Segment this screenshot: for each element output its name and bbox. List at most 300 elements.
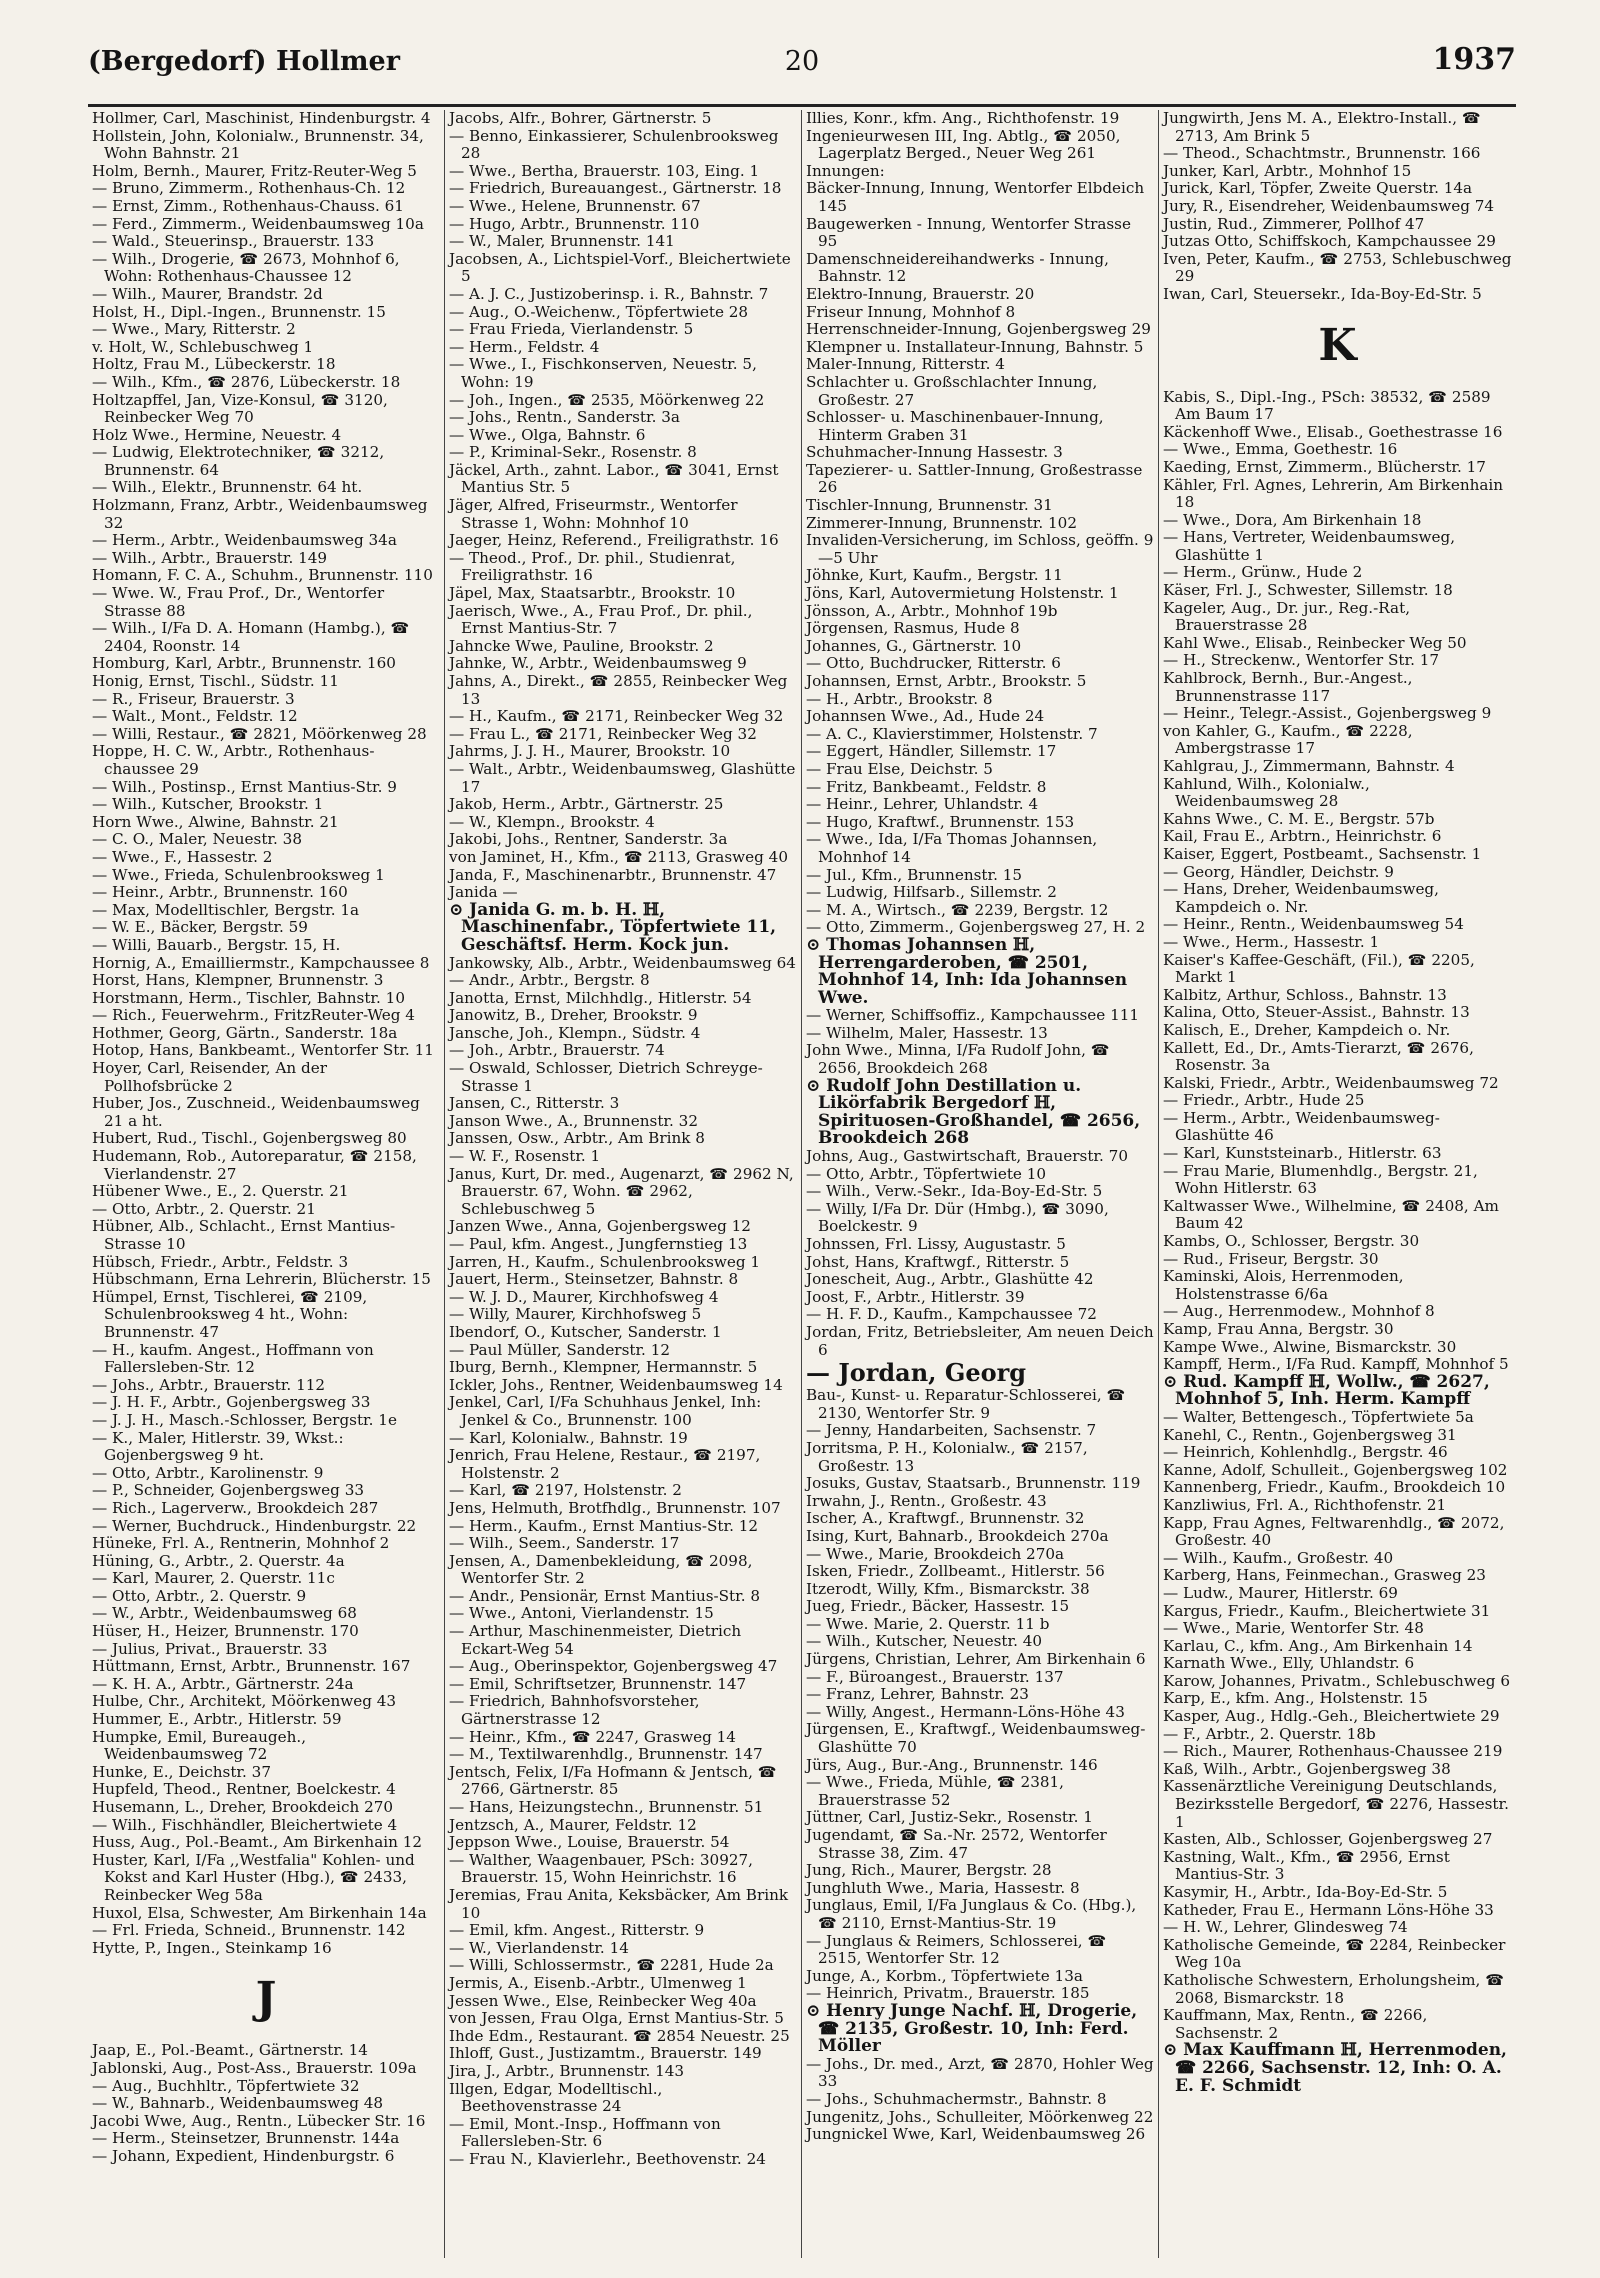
- directory-entry: Bau-, Kunst- u. Reparatur-Schlosserei, ☎ 2130, Wentorfer Str. 9: [806, 1386, 1126, 1422]
- directory-entry: — Hugo, Arbtr., Brunnenstr. 110: [449, 214, 700, 233]
- directory-entry: Junker, Karl, Arbtr., Mohnhof 15: [1163, 161, 1412, 180]
- directory-entry: Schlosser- u. Maschinenbauer-Innung, Hinterm Graben 31: [806, 408, 1104, 444]
- directory-entry: — Max, Modelltischler, Bergstr. 1a: [92, 900, 360, 919]
- directory-entry: — Hans, Dreher, Weidenbaumsweg, Kampdeich o. Nr.: [1163, 880, 1439, 916]
- directory-entry: — Jenny, Handarbeiten, Sachsenstr. 7: [806, 1421, 1097, 1440]
- directory-entry: Kasten, Alb., Schlosser, Gojenbergsweg 27: [1163, 1830, 1493, 1849]
- directory-entry: — Johann, Expedient, Hindenburgstr. 6: [92, 2146, 395, 2165]
- directory-entry: — Otto, Arbtr., 2. Querstr. 9: [92, 1586, 307, 1605]
- directory-entry: — Theod., Prof., Dr. phil., Studienrat, Freiligrathstr. 16: [449, 548, 736, 585]
- directory-entry: Jutzas Otto, Schiffskoch, Kampchaussee 29: [1163, 232, 1496, 251]
- directory-entry: Bäcker-Innung, Innung, Wentorfer Elbdeich 145: [806, 179, 1145, 215]
- directory-entry: — Ludwig, Elektrotechniker, ☎ 3212, Brunnenstr. 64: [92, 443, 385, 479]
- directory-entry: — Wilh., Kutscher, Neuestr. 40: [806, 1632, 1043, 1651]
- directory-entry: — Herm., Feldstr. 4: [449, 337, 600, 356]
- directory-entry: — Heinrich, Kohlenhdlg., Bergstr. 46: [1163, 1443, 1448, 1462]
- directory-entry: ⊙ Janida G. m. b. H. ℍ, Maschinenfabr., Töpfertwiete 11, Geschäftsf. Herm. Kock jun.: [449, 899, 777, 955]
- directory-entry: Baugewerken - Innung, Wentorfer Strasse 95: [806, 214, 1131, 251]
- directory-entry: Kaminski, Alois, Herrenmoden, Holstenstrasse 6/6a: [1163, 1267, 1404, 1303]
- directory-entry: — Jul., Kfm., Brunnenstr. 15: [806, 865, 1023, 884]
- directory-entry: Jenrich, Frau Helene, Restaur., ☎ 2197, Holstenstr. 2: [449, 1446, 761, 1482]
- directory-entry: Jürgens, Christian, Lehrer, Am Birkenhain 6: [806, 1650, 1146, 1669]
- directory-entry: Hubert, Rud., Tischl., Gojenbergsweg 80: [92, 1129, 407, 1148]
- directory-entry: — Wilh., Seem., Sanderstr. 17: [449, 1534, 680, 1553]
- directory-entry: — W., Arbtr., Weidenbaumsweg 68: [92, 1604, 357, 1623]
- directory-entry: — Joh., Arbtr., Brauerstr. 74: [449, 1041, 665, 1060]
- directory-entry: Jermis, A., Eisenb.-Arbtr., Ulmenweg 1: [449, 1973, 747, 1992]
- directory-entry: — Paul, kfm. Angest., Jungfernstieg 13: [449, 1235, 748, 1253]
- directory-entry: Jacobi Wwe, Aug., Rentn., Lübecker Str. 16: [92, 2111, 426, 2130]
- directory-entry: Jakob, Herm., Arbtr., Gärtnerstr. 25: [449, 795, 724, 814]
- directory-entry: — Otto, Zimmerm., Gojenbergsweg 27, H. 2: [806, 918, 1146, 937]
- directory-entry: Iburg, Bernh., Klempner, Hermannstr. 5: [449, 1358, 758, 1377]
- directory-entry: Kalbitz, Arthur, Schloss., Bahnstr. 13: [1163, 985, 1447, 1004]
- directory-entry: Hothmer, Georg, Gärtn., Sanderstr. 18a: [92, 1023, 398, 1042]
- directory-entry: — Fritz, Bankbeamt., Feldstr. 8: [806, 777, 1047, 796]
- directory-entry: Kasper, Aug., Hdlg.-Geh., Bleichertwiete 29: [1163, 1707, 1500, 1726]
- directory-entry: — Ludw., Maurer, Hitlerstr. 69: [1163, 1583, 1398, 1602]
- directory-entry: Jahrms, J. J. H., Maurer, Brookstr. 10: [449, 742, 731, 761]
- directory-entry: Hüning, G., Arbtr., 2. Querstr. 4a: [92, 1551, 345, 1570]
- directory-entry: — W., Bahnarb., Weidenbaumsweg 48: [92, 2094, 384, 2113]
- directory-entry: — H., Arbtr., Brookstr. 8: [806, 689, 993, 708]
- directory-entry: Friseur Innung, Mohnhof 8: [806, 302, 1016, 321]
- directory-entry: Jonescheit, Aug., Arbtr., Glashütte 42: [806, 1270, 1094, 1289]
- directory-entry: Hunke, E., Deichstr. 37: [92, 1762, 272, 1781]
- directory-entry: Karow, Johannes, Privatm., Schlebuschweg 6: [1163, 1671, 1511, 1690]
- directory-entry: Iven, Peter, Kaufm., ☎ 2753, Schlebuschweg 29: [1163, 249, 1512, 286]
- directory-entry: Irwahn, J., Rentn., Großestr. 43: [806, 1491, 1047, 1510]
- directory-entry: Jung, Rich., Maurer, Bergstr. 28: [806, 1861, 1052, 1880]
- directory-entry: — Heinr., Lehrer, Uhlandstr. 4: [806, 795, 1039, 814]
- directory-entry: — Herm., Grünw., Hude 2: [1163, 563, 1363, 582]
- directory-entry: — Frau Frieda, Vierlandenstr. 5: [449, 320, 694, 339]
- directory-entry: Jentsch, Felix, I/Fa Hofmann & Jentsch, ☎ 2766, Gärtnerstr. 85: [449, 1762, 777, 1799]
- directory-entry: Ibendorf, O., Kutscher, Sanderstr. 1: [449, 1322, 722, 1341]
- directory-entry: Käser, Frl. J., Schwester, Sillemstr. 18: [1163, 581, 1453, 600]
- directory-entry: — Wilh., Drogerie, ☎ 2673, Mohnhof 6, Wohn: Rothenhaus-Chaussee 12: [92, 249, 400, 286]
- directory-entry: — Werner, Schiffsoffiz., Kampchaussee 111: [806, 1006, 1140, 1025]
- directory-entry: — J. J. H., Masch.-Schlosser, Bergstr. 1e: [92, 1410, 397, 1429]
- directory-entry: — Johs., Dr. med., Arzt, ☎ 2870, Hohler Weg 33: [806, 2054, 1154, 2091]
- directory-entry: — Paul Müller, Sanderstr. 12: [449, 1340, 671, 1359]
- directory-entry: — Wwe., Antoni, Vierlandenstr. 15: [449, 1604, 714, 1623]
- directory-entry: Jäger, Alfred, Friseurmstr., Wentorfer Strasse 1, Wohn: Mohnhof 10: [449, 496, 738, 532]
- directory-entry: — Aug., Herrenmodew., Mohnhof 8: [1163, 1302, 1435, 1321]
- directory-entry: — Wwe., Bertha, Brauerstr. 103, Eing. 1: [449, 161, 760, 180]
- directory-entry: — Wilh., Kaufm., Großestr. 40: [1163, 1548, 1394, 1567]
- directory-entry: Hübsch, Friedr., Arbtr., Feldstr. 3: [92, 1252, 349, 1271]
- directory-entry: — Wwe., I., Fischkonserven, Neuestr. 5, Wohn: 19: [449, 355, 757, 391]
- directory-entry: Jeppson Wwe., Louise, Brauerstr. 54: [449, 1833, 730, 1852]
- directory-entry: — Emil, kfm. Angest., Ritterstr. 9: [449, 1921, 705, 1940]
- directory-entry: Jahnke, W., Arbtr., Weidenbaumsweg 9: [449, 654, 747, 673]
- directory-entry: Holzmann, Franz, Arbtr., Weidenbaumsweg 32: [92, 496, 428, 532]
- directory-entry: — K. H. A., Arbtr., Gärtnerstr. 24a: [92, 1674, 354, 1693]
- directory-entry: Johst, Hans, Kraftwgf., Ritterstr. 5: [806, 1252, 1070, 1271]
- directory-entry: Hübner, Alb., Schlacht., Ernst Mantius-Strasse 10: [92, 1217, 396, 1253]
- directory-entry: — Herm., Arbtr., Weidenbaumsweg 34a: [92, 531, 397, 550]
- directory-entry: Janowitz, B., Dreher, Brookstr. 9: [449, 1006, 698, 1025]
- directory-entry: Holtzapffel, Jan, Vize-Konsul, ☎ 3120, Reinbecker Weg 70: [92, 390, 388, 427]
- directory-entry: Jorritsma, P. H., Kolonialw., ☎ 2157, Großestr. 13: [806, 1438, 1088, 1475]
- directory-entry: — Junglaus & Reimers, Schlosserei, ☎ 2515, Wentorfer Str. 12: [806, 1931, 1107, 1968]
- directory-entry: — Wwe., Herm., Hassestr. 1: [1163, 932, 1380, 951]
- directory-entry: — Wwe. W., Frau Prof., Dr., Wentorfer Strasse 88: [92, 584, 385, 620]
- directory-entry: — Wilh., Elektr., Brunnenstr. 64 ht.: [92, 478, 363, 497]
- directory-entry: Jacobs, Alfr., Bohrer, Gärtnerstr. 5: [449, 110, 712, 127]
- directory-entry: — W., Maler, Brunnenstr. 141: [449, 232, 675, 251]
- directory-entry: — Karl, Kolonialw., Bahnstr. 19: [449, 1428, 688, 1447]
- directory-entry: — A. J. C., Justizoberinsp. i. R., Bahnstr. 7: [449, 284, 769, 303]
- directory-entry: Joost, F., Arbtr., Hitlerstr. 39: [806, 1287, 1025, 1306]
- directory-entry: Horstmann, Herm., Tischler, Bahnstr. 10: [92, 988, 406, 1007]
- directory-entry: Jürs, Aug., Bur.-Ang., Brunnenstr. 146: [806, 1755, 1098, 1774]
- directory-entry: v. Holt, W., Schlebuschweg 1: [92, 337, 314, 356]
- directory-entry: — Wwe., Ida, I/Fa Thomas Johannsen, Mohnhof 14: [806, 830, 1098, 866]
- directory-entry: — Ferd., Zimmerm., Weidenbaumsweg 10a: [92, 214, 424, 233]
- directory-entry: — Wwe., Marie, Wentorfer Str. 48: [1163, 1619, 1424, 1638]
- directory-entry: Ising, Kurt, Bahnarb., Brookdeich 270a: [806, 1526, 1109, 1545]
- directory-entry: — Aug., O.-Weichenw., Töpfertwiete 28: [449, 302, 749, 321]
- section-letter: K: [1318, 319, 1357, 371]
- directory-entry: — Herm., Kaufm., Ernst Mantius-Str. 12: [449, 1516, 759, 1535]
- directory-entry: — Eggert, Händler, Sillemstr. 17: [806, 742, 1057, 761]
- directory-entry: — Hans, Vertreter, Weidenbaumsweg, Glashütte 1: [1163, 528, 1456, 564]
- directory-entry: Jenkel, Carl, I/Fa Schuhhaus Jenkel, Inh: Jenkel & Co., Brunnenstr. 100: [449, 1393, 762, 1429]
- directory-entry: — Otto, Buchdrucker, Ritterstr. 6: [806, 654, 1061, 673]
- directory-entry: Karlau, C., kfm. Ang., Am Birkenhain 14: [1163, 1636, 1473, 1655]
- directory-entry: — Hugo, Kraftwf., Brunnenstr. 153: [806, 812, 1075, 831]
- directory-entry: Hollmer, Carl, Maschinist, Hindenburgstr. 4: [92, 110, 431, 127]
- directory-entry: Jordan, Fritz, Betriebsleiter, Am neuen Deich 6: [806, 1322, 1154, 1359]
- directory-entry: — F., Arbtr., 2. Querstr. 18b: [1163, 1724, 1376, 1743]
- directory-entry: — Ernst, Zimm., Rothenhaus-Chauss. 61: [92, 196, 404, 215]
- directory-entry: Hytte, P., Ingen., Steinkamp 16: [92, 1938, 332, 1957]
- directory-entry: Huster, Karl, I/Fa ,,Westfalia" Kohlen- und Kokst and Karl Huster (Hbg.), ☎ 2433, Reinbecker Weg 58a: [92, 1850, 415, 1904]
- directory-entry: Kaeding, Ernst, Zimmerm., Blücherstr. 17: [1163, 457, 1486, 476]
- directory-entry: Kail, Frau E., Arbtrn., Heinrichstr. 6: [1163, 827, 1442, 846]
- directory-entry: — P., Schneider, Gojenbergsweg 33: [92, 1481, 365, 1500]
- directory-entry: Kapp, Frau Agnes, Feltwarenhdlg., ☎ 2072, Großestr. 40: [1163, 1513, 1505, 1550]
- directory-entry: — H. F. D., Kaufm., Kampchaussee 72: [806, 1305, 1097, 1324]
- directory-entry: — Johs., Arbtr., Brauerstr. 112: [92, 1375, 326, 1394]
- directory-entry: Tapezierer- u. Sattler-Innung, Großestrasse 26: [806, 460, 1143, 497]
- directory-entry: — Wald., Steuerinsp., Brauerstr. 133: [92, 232, 375, 251]
- directory-entry: Holm, Bernh., Maurer, Fritz-Reuter-Weg 5: [92, 161, 417, 180]
- directory-entry: Janda, F., Maschinenarbtr., Brunnenstr. 47: [449, 865, 777, 884]
- directory-entry: ⊙ Rud. Kampff ℍ, Wollw., ☎ 2627, Mohnhof 5, Inh. Herm. Kampff: [1163, 1371, 1490, 1410]
- directory-entry: Hornig, A., Emailliermstr., Kampchaussee 8: [92, 953, 430, 972]
- directory-entry: — Johs., Schuhmachermstr., Bahnstr. 8: [806, 2089, 1107, 2108]
- directory-entry: — W., Vierlandenstr. 14: [449, 1938, 629, 1957]
- directory-entry: — Frau Marie, Blumenhdlg., Bergstr. 21, Wohn Hitlerstr. 63: [1163, 1161, 1478, 1198]
- directory-entry: Jüttner, Carl, Justiz-Sekr., Rosenstr. 1: [806, 1808, 1093, 1827]
- directory-entry: — Willy, Angest., Hermann-Löns-Höhe 43: [806, 1702, 1125, 1721]
- directory-entry: Huss, Aug., Pol.-Beamt., Am Birkenhain 12: [92, 1833, 423, 1852]
- directory-entry: — Karl, ☎ 2197, Holstenstr. 2: [449, 1481, 682, 1500]
- directory-entry: — R., Friseur, Brauerstr. 3: [92, 689, 295, 708]
- directory-entry: Kähler, Frl. Agnes, Lehrerin, Am Birkenhain 18: [1163, 475, 1504, 512]
- directory-entry: Justin, Rud., Zimmerer, Pollhof 47: [1163, 214, 1425, 233]
- directory-entry: — A. C., Klavierstimmer, Holstenstr. 7: [806, 724, 1098, 743]
- directory-entry: Kassenärztliche Vereinigung Deutschlands, Bezirksstelle Bergedorf, ☎ 2276, Hassestr. 1: [1163, 1777, 1509, 1831]
- directory-entry: Kageler, Aug., Dr. jur., Reg.-Rat, Brauerstrasse 28: [1163, 598, 1411, 635]
- directory-entry: Janson Wwe., A., Brunnenstr. 32: [449, 1111, 699, 1130]
- directory-entry: Jörgensen, Rasmus, Hude 8: [806, 619, 1020, 638]
- directory-entry: — Otto, Arbtr., 2. Querstr. 21: [92, 1199, 316, 1218]
- directory-entry: Janzen Wwe., Anna, Gojenbergsweg 12: [449, 1217, 751, 1236]
- directory-entry: Käckenhoff Wwe., Elisab., Goethestrasse 16: [1163, 422, 1503, 441]
- directory-entry: — Walt., Arbtr., Weidenbaumsweg, Glashütte 17: [449, 759, 796, 796]
- directory-entry: Karberg, Hans, Feinmechan., Grasweg 23: [1163, 1566, 1486, 1585]
- directory-entry: Hoppe, H. C. W., Arbtr., Rothenhaus-chaussee 29: [92, 742, 375, 778]
- directory-entry: Innungen:: [806, 161, 885, 180]
- directory-entry: Janus, Kurt, Dr. med., Augenarzt, ☎ 2962 N, Brauerstr. 67, Wohn. ☎ 2962, Schlebuschweg 5: [449, 1164, 794, 1218]
- directory-entry: Jaerisch, Wwe., A., Frau Prof., Dr. phil., Ernst Mantius-Str. 7: [449, 601, 753, 638]
- directory-entry: — F., Büroangest., Brauerstr. 137: [806, 1667, 1064, 1686]
- directory-entry: — Heinr., Arbtr., Brunnenstr. 160: [92, 883, 348, 902]
- directory-entry: — Wilhelm, Maler, Hassestr. 13: [806, 1023, 1048, 1042]
- column-2: [445, 110, 802, 2258]
- directory-entry: — Bruno, Zimmerm., Rothenhaus-Ch. 12: [92, 179, 406, 198]
- directory-entry: Invaliden-Versicherung, im Schloss, geöffn. 9—5 Uhr: [806, 531, 1154, 567]
- directory-entry: — J. H. F., Arbtr., Gojenbergsweg 33: [92, 1393, 371, 1412]
- directory-entry: Hümpel, Ernst, Tischlerei, ☎ 2109, Schulenbrooksweg 4 ht., Wohn: Brunnenstr. 47: [92, 1287, 368, 1341]
- directory-entry: Illgen, Edgar, Modelltischl., Beethovenstrasse 24: [449, 2079, 663, 2116]
- directory-entry: — Heinr., Kfm., ☎ 2247, Grasweg 14: [449, 1727, 736, 1746]
- directory-entry: Horst, Hans, Klempner, Brunnenstr. 3: [92, 971, 384, 990]
- directory-entry: Jungenitz, Johs., Schulleiter, Möörkenweg 22: [806, 2107, 1154, 2126]
- directory-entry: Katholische Schwestern, Erholungsheim, ☎ 2068, Bismarckstr. 18: [1163, 1970, 1505, 2007]
- directory-entry: Kahns Wwe., C. M. E., Bergstr. 57b: [1163, 809, 1435, 828]
- directory-entry: Hupfeld, Theod., Rentner, Boelckestr. 4: [92, 1780, 396, 1799]
- directory-entry: — Wwe., Dora, Am Birkenhain 18: [1163, 510, 1422, 529]
- directory-entry: — Emil, Schriftsetzer, Brunnenstr. 147: [449, 1674, 747, 1693]
- directory-entry: — Oswald, Schlosser, Dietrich Schreyge-Strasse 1: [449, 1059, 763, 1095]
- columns: [88, 110, 1516, 2258]
- directory-entry: — Johs., Rentn., Sanderstr. 3a: [449, 408, 680, 427]
- directory-entry: Kahl Wwe., Elisab., Reinbecker Weg 50: [1163, 633, 1467, 652]
- directory-entry: Kargus, Friedr., Kaufm., Bleichertwiete 31: [1163, 1601, 1491, 1620]
- directory-entry: Jurick, Karl, Töpfer, Zweite Querstr. 14a: [1163, 179, 1473, 198]
- directory-entry: Ihde Edm., Restaurant. ☎ 2854 Neuestr. 25: [449, 2026, 790, 2045]
- directory-entry: — W. F., Rosenstr. 1: [449, 1147, 601, 1166]
- directory-entry: — K., Maler, Hitlerstr. 39, Wkst.: Gojenbergsweg 9 ht.: [92, 1428, 344, 1465]
- year-label: 1937: [1432, 42, 1516, 77]
- directory-entry: — W. E., Bäcker, Bergstr. 59: [92, 918, 308, 937]
- directory-entry: Jentzsch, A., Maurer, Feldstr. 12: [449, 1815, 697, 1834]
- directory-entry: Homann, F. C. A., Schuhm., Brunnenstr. 110: [92, 566, 433, 585]
- directory-entry: Jungwirth, Jens M. A., Elektro-Install., ☎ 2713, Am Brink 5: [1163, 110, 1481, 145]
- directory-entry: ⊙ Henry Junge Nachf. ℍ, Drogerie, ☎ 2135, Großestr. 10, Inh: Ferd. Möller: [806, 2000, 1138, 2057]
- directory-entry: — Rud., Friseur, Bergstr. 30: [1163, 1249, 1379, 1268]
- directory-entry: — Frau Else, Deichstr. 5: [806, 759, 993, 778]
- directory-entry: — Walther, Waagenbauer, PSch: 30927, Brauerstr. 15, Wohn Heinrichstr. 16: [449, 1850, 754, 1887]
- directory-entry: — Theod., Schachtmstr., Brunnenstr. 166: [1163, 144, 1481, 163]
- directory-entry: — Wilh., Maurer, Brandstr. 2d: [92, 284, 323, 303]
- directory-entry: Jönsson, A., Arbtr., Mohnhof 19b: [806, 601, 1058, 620]
- directory-entry: Jakobi, Johs., Rentner, Sanderstr. 3a: [449, 830, 728, 849]
- directory-entry: — Otto, Arbtr., Karolinenstr. 9: [92, 1463, 324, 1482]
- directory-entry: — H., Kaufm., ☎ 2171, Reinbecker Weg 32: [449, 707, 784, 726]
- directory-entry: — Wwe. Marie, 2. Querstr. 11 b: [806, 1614, 1050, 1633]
- directory-entry: — Wilh., Kutscher, Brookstr. 1: [92, 795, 324, 814]
- directory-entry: — Ludwig, Hilfsarb., Sillemstr. 2: [806, 883, 1057, 902]
- directory-entry: — Jordan, Georg: [806, 1358, 1027, 1388]
- directory-entry: Tischler-Innung, Brunnenstr. 31: [806, 496, 1053, 515]
- directory-entry: Kalski, Friedr., Arbtr., Weidenbaumsweg 72: [1163, 1073, 1499, 1092]
- directory-entry: Horn Wwe., Alwine, Bahnstr. 21: [92, 812, 339, 831]
- directory-entry: — Willi, Restaur., ☎ 2821, Möörkenweg 28: [92, 724, 427, 743]
- directory-entry: ⊙ Max Kauffmann ℍ, Herrenmoden, ☎ 2266, Sachsenstr. 12, Inh: O. A. E. F. Schmidt: [1163, 2040, 1507, 2096]
- directory-entry: — Wwe., Helene, Brunnenstr. 67: [449, 196, 701, 215]
- directory-entry: — Wwe., Marie, Brookdeich 270a: [806, 1544, 1065, 1563]
- directory-entry: Maler-Innung, Ritterstr. 4: [806, 355, 1005, 374]
- directory-entry: — W., Klempn., Brookstr. 4: [449, 812, 655, 831]
- directory-entry: Isken, Friedr., Zollbeamt., Hitlerstr. 56: [806, 1562, 1105, 1581]
- directory-entry: Hummer, E., Arbtr., Hitlerstr. 59: [92, 1710, 342, 1729]
- directory-entry: Hudemann, Rob., Autoreparatur, ☎ 2158, Vierlandenstr. 27: [92, 1147, 417, 1183]
- directory-entry: — Friedr., Arbtr., Hude 25: [1163, 1091, 1365, 1110]
- directory-entry: — Emil, Mont.-Insp., Hoffmann von Fallersleben-Str. 6: [449, 2114, 721, 2151]
- directory-entry: — Wilh., I/Fa D. A. Homann (Hambg.), ☎ 2404, Roonstr. 14: [92, 619, 410, 655]
- directory-entry: Klempner u. Installateur-Innung, Bahnstr. 5: [806, 337, 1144, 356]
- directory-entry: Kaß, Wilh., Arbtr., Gojenbergsweg 38: [1163, 1759, 1451, 1778]
- directory-entry: — Wilh., Fischhändler, Bleichertwiete 4: [92, 1815, 398, 1834]
- directory-entry: Katheder, Frau E., Hermann Löns-Höhe 33: [1163, 1900, 1494, 1919]
- directory-entry: Jugendamt, ☎ Sa.-Nr. 2572, Wentorfer Strasse 38, Zim. 47: [806, 1826, 1107, 1862]
- directory-entry: Jablonski, Aug., Post-Ass., Brauerstr. 109a: [92, 2058, 417, 2077]
- directory-entry: Kaiser's Kaffee-Geschäft, (Fil.), ☎ 2205, Markt 1: [1163, 950, 1475, 987]
- directory-entry: — Franz, Lehrer, Bahnstr. 23: [806, 1685, 1029, 1704]
- directory-entry: Holst, H., Dipl.-Ingen., Brunnenstr. 15: [92, 302, 386, 321]
- directory-entry: Kanehl, C., Rentn., Gojenbergsweg 31: [1163, 1425, 1457, 1444]
- column-4: [1159, 110, 1516, 2258]
- directory-entry: Katholische Gemeinde, ☎ 2284, Reinbecker Weg 10a: [1163, 1935, 1506, 1972]
- directory-entry: ⊙ Thomas Johannsen ℍ, Herrengarderoben, ☎ 2501, Mohnhof 14, Inh: Ida Johannsen Wwe.: [806, 934, 1128, 1008]
- directory-entry: — W. J. D., Maurer, Kirchhofsweg 4: [449, 1287, 719, 1306]
- directory-entry: Janotta, Ernst, Milchhdlg., Hitlerstr. 54: [449, 988, 752, 1007]
- directory-entry: Kaltwasser Wwe., Wilhelmine, ☎ 2408, Am Baum 42: [1163, 1196, 1499, 1233]
- directory-entry: Johannes, G., Gärtnerstr. 10: [806, 636, 1022, 655]
- directory-entry: Kanne, Adolf, Schulleit., Gojenbergsweg 102: [1163, 1460, 1508, 1479]
- directory-entry: — Julius, Privat., Brauerstr. 33: [92, 1639, 328, 1658]
- directory-entry: — Frau L., ☎ 2171, Reinbecker Weg 32: [449, 724, 757, 743]
- directory-entry: Jaap, E., Pol.-Beamt., Gärtnerstr. 14: [92, 2041, 368, 2060]
- column-1: [88, 110, 445, 2258]
- directory-entry: Ihloff, Gust., Justizamtm., Brauerstr. 149: [449, 2044, 762, 2063]
- directory-entry: Kallett, Ed., Dr., Amts-Tierarzt, ☎ 2676, Rosenstr. 3a: [1163, 1038, 1474, 1075]
- directory-entry: Husemann, L., Dreher, Brookdeich 270: [92, 1798, 394, 1816]
- directory-entry: — P., Kriminal-Sekr., Rosenstr. 8: [449, 443, 697, 462]
- directory-entry: Illies, Konr., kfm. Ang., Richthofenstr. 19: [806, 110, 1120, 127]
- directory-entry: Jürgensen, E., Kraftwgf., Weidenbaumsweg-Glashütte 70: [806, 1720, 1146, 1757]
- directory-entry: Itzerodt, Willy, Kfm., Bismarckstr. 38: [806, 1579, 1090, 1598]
- directory-entry: Hollstein, John, Kolonialw., Brunnenstr. 34, Wohn Bahnstr. 21: [92, 126, 424, 163]
- directory-entry: Kamp, Frau Anna, Bergstr. 30: [1163, 1320, 1394, 1338]
- directory-entry: — C. O., Maler, Neuestr. 38: [92, 830, 303, 849]
- header-rule: [88, 104, 1516, 107]
- directory-entry: — Wwe., Emma, Goethestr. 16: [1163, 440, 1398, 459]
- directory-entry: Schuhmacher-Innung Hassestr. 3: [806, 443, 1063, 462]
- directory-entry: — Joh., Ingen., ☎ 2535, Möörkenweg 22: [449, 390, 765, 409]
- directory-entry: Kastning, Walt., Kfm., ☎ 2956, Ernst Mantius-Str. 3: [1163, 1847, 1450, 1884]
- directory-entry: — Walter, Bettengesch., Töpfertwiete 5a: [1163, 1407, 1474, 1426]
- directory-entry: Junge, A., Korbm., Töpfertwiete 13a: [806, 1966, 1083, 1985]
- directory-entry: Johns, Aug., Gastwirtschaft, Brauerstr. 70: [806, 1147, 1128, 1166]
- directory-entry: Homburg, Karl, Arbtr., Brunnenstr. 160: [92, 654, 396, 673]
- directory-entry: — Werner, Buchdruck., Hindenburgstr. 22: [92, 1516, 417, 1535]
- directory-entry: — Herm., Arbtr., Weidenbaumsweg-Glashütte 46: [1163, 1108, 1440, 1145]
- directory-entry: von Jessen, Frau Olga, Ernst Mantius-Str. 5: [449, 2009, 784, 2028]
- directory-entry: Damenschneidereihandwerks - Innung, Bahnstr. 12: [806, 249, 1109, 286]
- directory-entry: Jahncke Wwe, Pauline, Brookstr. 2: [449, 636, 714, 655]
- directory-entry: Kahlbrock, Bernh., Bur.-Angest., Brunnenstrasse 117: [1163, 669, 1413, 705]
- directory-entry: — H., kaufm. Angest., Hoffmann von Fallersleben-Str. 12: [92, 1340, 374, 1377]
- directory-entry: von Jaminet, H., Kfm., ☎ 2113, Grasweg 40: [449, 847, 788, 866]
- directory-entry: Kaiser, Eggert, Postbeamt., Sachsenstr. 1: [1163, 844, 1482, 863]
- page-header: [88, 40, 1516, 90]
- directory-entry: — Rich., Maurer, Rothenhaus-Chaussee 219: [1163, 1742, 1503, 1761]
- directory-entry: Janida —: [449, 883, 518, 902]
- directory-entry: Ingenieurwesen III, Ing. Abtlg., ☎ 2050, Lagerplatz Berged., Neuer Weg 261: [806, 126, 1121, 163]
- directory-entry: John Wwe., Minna, I/Fa Rudolf John, ☎ 2656, Brookdeich 268: [806, 1041, 1110, 1078]
- directory-entry: — Heinr., Telegr.-Assist., Gojenbergsweg 9: [1163, 704, 1492, 723]
- directory-entry: — Heinr., Rentn., Weidenbaumsweg 54: [1163, 915, 1464, 934]
- directory-entry: — Willi, Bauarb., Bergstr. 15, H.: [92, 935, 341, 954]
- directory-entry: — M., Textilwarenhdlg., Brunnenstr. 147: [449, 1745, 763, 1764]
- directory-entry: Elektro-Innung, Brauerstr. 20: [806, 284, 1035, 303]
- directory-entry: Jensen, A., Damenbekleidung, ☎ 2098, Wentorfer Str. 2: [449, 1551, 753, 1588]
- directory-entry: Holz Wwe., Hermine, Neuestr. 4: [92, 425, 342, 444]
- directory-entry: Zimmerer-Innung, Brunnenstr. 102: [806, 513, 1078, 532]
- directory-entry: Kauffmann, Max, Rentn., ☎ 2266, Sachsenstr. 2: [1163, 2006, 1428, 2042]
- directory-entry: Jens, Helmuth, Brotfhdlg., Brunnenstr. 107: [449, 1498, 781, 1517]
- directory-entry: Hüser, H., Heizer, Brunnenstr. 170: [92, 1622, 359, 1641]
- directory-entry: Jarren, H., Kaufm., Schulenbrooksweg 1: [449, 1252, 761, 1271]
- directory-entry: Jauert, Herm., Steinsetzer, Bahnstr. 8: [449, 1270, 739, 1289]
- directory-entry: Huber, Jos., Zuschneid., Weidenbaumsweg 21 a ht.: [92, 1094, 420, 1130]
- directory-entry: Ischer, A., Kraftwgf., Brunnenstr. 32: [806, 1509, 1085, 1528]
- directory-entry: Kambs, O., Schlosser, Bergstr. 30: [1163, 1232, 1420, 1251]
- directory-entry: Jansen, C., Ritterstr. 3: [449, 1094, 620, 1113]
- directory-entry: — Herm., Steinsetzer, Brunnenstr. 144a: [92, 2129, 400, 2148]
- running-head: (Bergedorf) Hollmer: [88, 46, 400, 77]
- directory-entry: — Wwe., F., Hassestr. 2: [92, 847, 273, 866]
- directory-entry: Jöns, Karl, Autovermietung Holstenstr. 1: [806, 584, 1119, 603]
- directory-entry: Kabis, S., Dipl.-Ing., PSch: 38532, ☎ 2589 Am Baum 17: [1163, 387, 1491, 424]
- directory-entry: — Karl, Kunststeinarb., Hitlerstr. 63: [1163, 1144, 1442, 1163]
- directory-entry: Karp, E., kfm. Ang., Holstenstr. 15: [1163, 1689, 1428, 1708]
- directory-entry: Jaeger, Heinz, Referend., Freiligrathstr. 16: [449, 531, 779, 550]
- directory-entry: — Andr., Arbtr., Bergstr. 8: [449, 971, 650, 990]
- directory-entry: — Wwe., Olga, Bahnstr. 6: [449, 425, 646, 444]
- directory-entry: — M. A., Wirtsch., ☎ 2239, Bergstr. 12: [806, 900, 1109, 919]
- directory-entry: Hotop, Hans, Bankbeamt., Wentorfer Str. 11: [92, 1041, 434, 1060]
- directory-entry: Kannenberg, Friedr., Kaufm., Brookdeich 10: [1163, 1478, 1506, 1497]
- directory-entry: — Walt., Mont., Feldstr. 12: [92, 707, 298, 726]
- directory-entry: Jury, R., Eisendreher, Weidenbaumsweg 74: [1163, 196, 1495, 215]
- directory-entry: Jungnickel Wwe, Karl, Weidenbaumsweg 26: [806, 2125, 1146, 2144]
- directory-entry: — Wwe., Frieda, Schulenbrooksweg 1: [92, 865, 385, 884]
- directory-entry: Hübener Wwe., E., 2. Querstr. 21: [92, 1182, 349, 1201]
- directory-entry: Kalina, Otto, Steuer-Assist., Bahnstr. 13: [1163, 1003, 1470, 1022]
- directory-entry: Hüttmann, Ernst, Arbtr., Brunnenstr. 167: [92, 1657, 411, 1676]
- directory-entry: Johannsen, Ernst, Arbtr., Brookstr. 5: [806, 672, 1087, 690]
- directory-entry: — Aug., Buchhltr., Töpfertwiete 32: [92, 2076, 360, 2095]
- directory-entry: — Rich., Feuerwehrm., FritzReuter-Weg 4: [92, 1006, 415, 1025]
